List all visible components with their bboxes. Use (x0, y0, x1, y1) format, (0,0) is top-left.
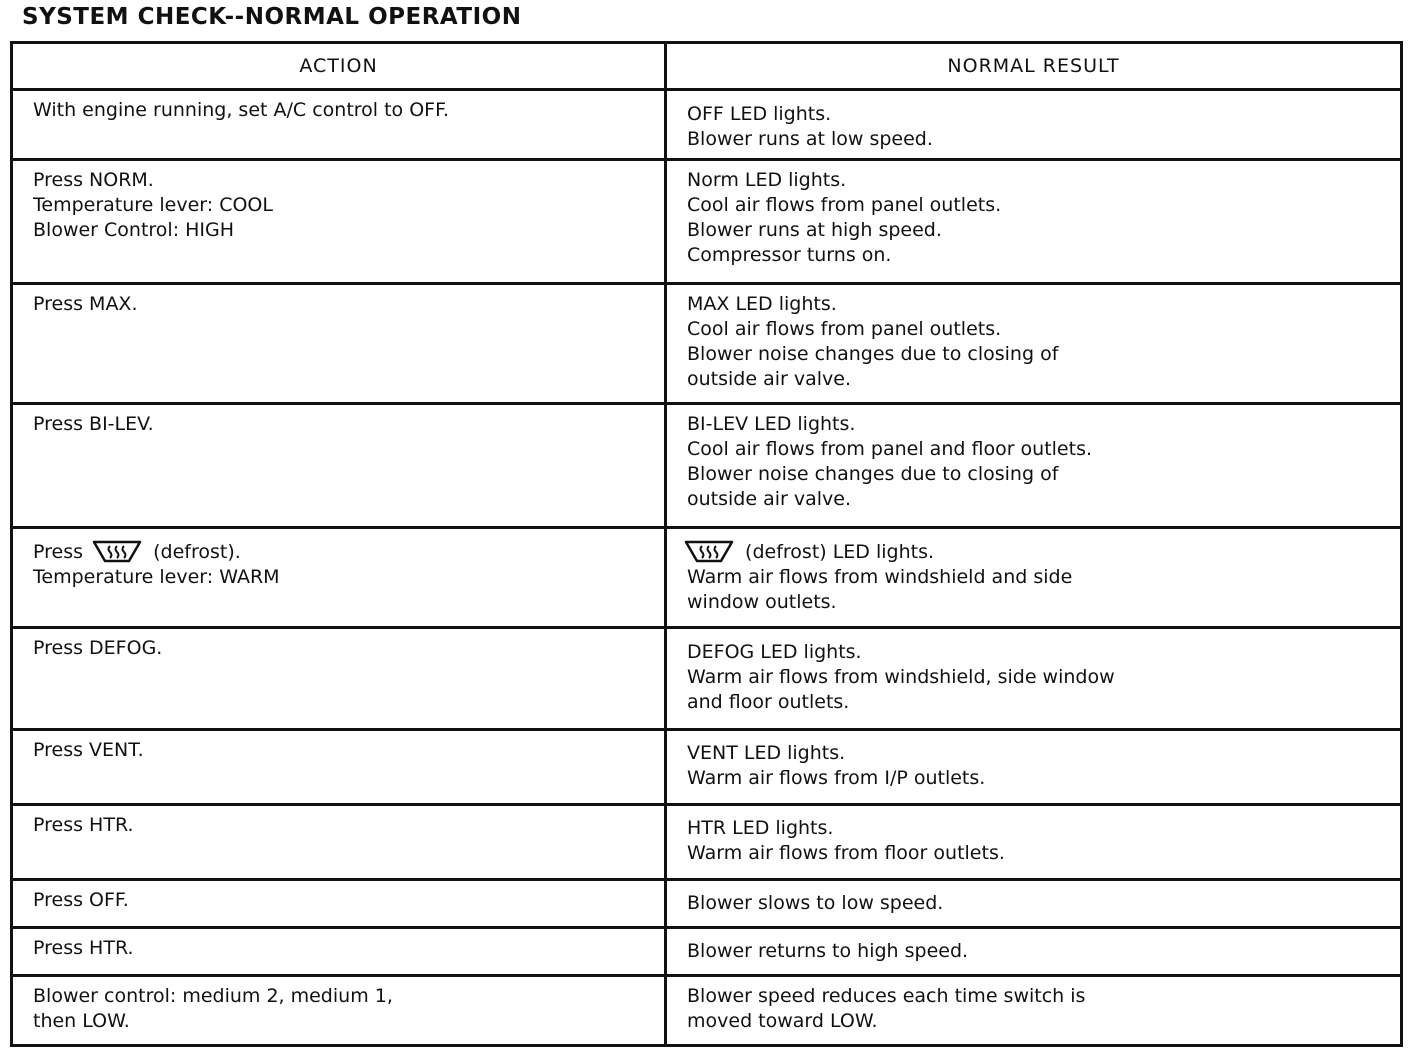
action-line (33, 539, 644, 565)
table-row (12, 880, 1402, 928)
system-check-table (10, 41, 1403, 1047)
table-row (12, 628, 1402, 730)
defrost-icon (91, 539, 143, 563)
result-text: (defrost) LED lights. (745, 541, 935, 563)
result-cell (666, 976, 1402, 1046)
table-row (12, 90, 1402, 160)
result-line: Blower returns to high speed. (687, 940, 969, 962)
result-line: Blower noise changes due to closing of (687, 343, 1059, 365)
action-line: Blower control: medium 2, medium 1, (33, 985, 393, 1007)
table-header-row (12, 43, 1402, 90)
table-row (12, 284, 1402, 404)
table-row (12, 805, 1402, 880)
result-cell (666, 528, 1402, 628)
result-cell (666, 284, 1402, 404)
result-line: Blower runs at high speed. (687, 219, 942, 241)
defrost-icon (683, 539, 735, 563)
result-line: Cool air flows from panel outlets. (687, 194, 1002, 216)
result-line (687, 539, 1380, 565)
result-line: VENT LED lights. (687, 742, 846, 764)
result-cell (666, 880, 1402, 928)
result-line: HTR LED lights. (687, 817, 834, 839)
action-line: Press DEFOG. (33, 637, 163, 659)
action-cell (12, 805, 666, 880)
result-cell (666, 805, 1402, 880)
result-line: Blower noise changes due to closing of (687, 463, 1059, 485)
action-cell (12, 880, 666, 928)
result-line: Cool air flows from panel and floor outlets. (687, 438, 1093, 460)
action-cell (12, 976, 666, 1046)
table-row (12, 730, 1402, 805)
result-column-header: NORMAL RESULT (666, 43, 1402, 90)
result-line: Blower runs at low speed. (687, 128, 933, 150)
action-cell (12, 928, 666, 976)
result-cell (666, 90, 1402, 160)
action-line: Press HTR. (33, 814, 134, 836)
result-line: Warm air flows from windshield and side (687, 566, 1073, 588)
table-row (12, 928, 1402, 976)
result-line: Compressor turns on. (687, 244, 892, 266)
action-line: Press OFF. (33, 889, 129, 911)
action-cell (12, 528, 666, 628)
table-row (12, 528, 1402, 628)
action-cell (12, 628, 666, 730)
action-cell (12, 730, 666, 805)
action-cell (12, 160, 666, 284)
result-line: OFF LED lights. (687, 103, 832, 125)
action-line: Press HTR. (33, 937, 134, 959)
page-title: SYSTEM CHECK--NORMAL OPERATION (22, 4, 522, 30)
result-line: window outlets. (687, 591, 837, 613)
result-line: Cool air flows from panel outlets. (687, 318, 1002, 340)
table-row (12, 160, 1402, 284)
action-line: Press MAX. (33, 293, 138, 315)
action-line: Press VENT. (33, 739, 144, 761)
result-line: moved toward LOW. (687, 1010, 878, 1032)
result-cell (666, 160, 1402, 284)
action-line: Press NORM. (33, 169, 154, 191)
result-line: outside air valve. (687, 368, 851, 390)
action-text: (defrost). (153, 541, 241, 563)
result-cell (666, 928, 1402, 976)
result-line: outside air valve. (687, 488, 851, 510)
action-line: With engine running, set A/C control to OFF. (33, 99, 450, 121)
result-line: Blower slows to low speed. (687, 892, 944, 914)
action-text: Press (33, 541, 84, 563)
table-row (12, 976, 1402, 1046)
result-line: and floor outlets. (687, 691, 850, 713)
result-line: Warm air flows from floor outlets. (687, 842, 1005, 864)
result-cell (666, 628, 1402, 730)
action-cell (12, 90, 666, 160)
action-line: then LOW. (33, 1010, 130, 1032)
result-line: DEFOG LED lights. (687, 641, 862, 663)
result-line: Warm air flows from windshield, side window (687, 666, 1115, 688)
table-row (12, 404, 1402, 528)
action-line: Blower Control: HIGH (33, 219, 235, 241)
action-cell (12, 404, 666, 528)
result-line: MAX LED lights. (687, 293, 837, 315)
action-line: Temperature lever: COOL (33, 194, 273, 216)
action-cell (12, 284, 666, 404)
result-line: Blower speed reduces each time switch is (687, 985, 1086, 1007)
result-line: BI-LEV LED lights. (687, 413, 856, 435)
action-column-header: ACTION (12, 43, 666, 90)
action-line: Press BI-LEV. (33, 413, 154, 435)
result-cell (666, 404, 1402, 528)
result-cell (666, 730, 1402, 805)
result-line: Norm LED lights. (687, 169, 847, 191)
action-line: Temperature lever: WARM (33, 566, 280, 588)
result-line: Warm air flows from I/P outlets. (687, 767, 986, 789)
